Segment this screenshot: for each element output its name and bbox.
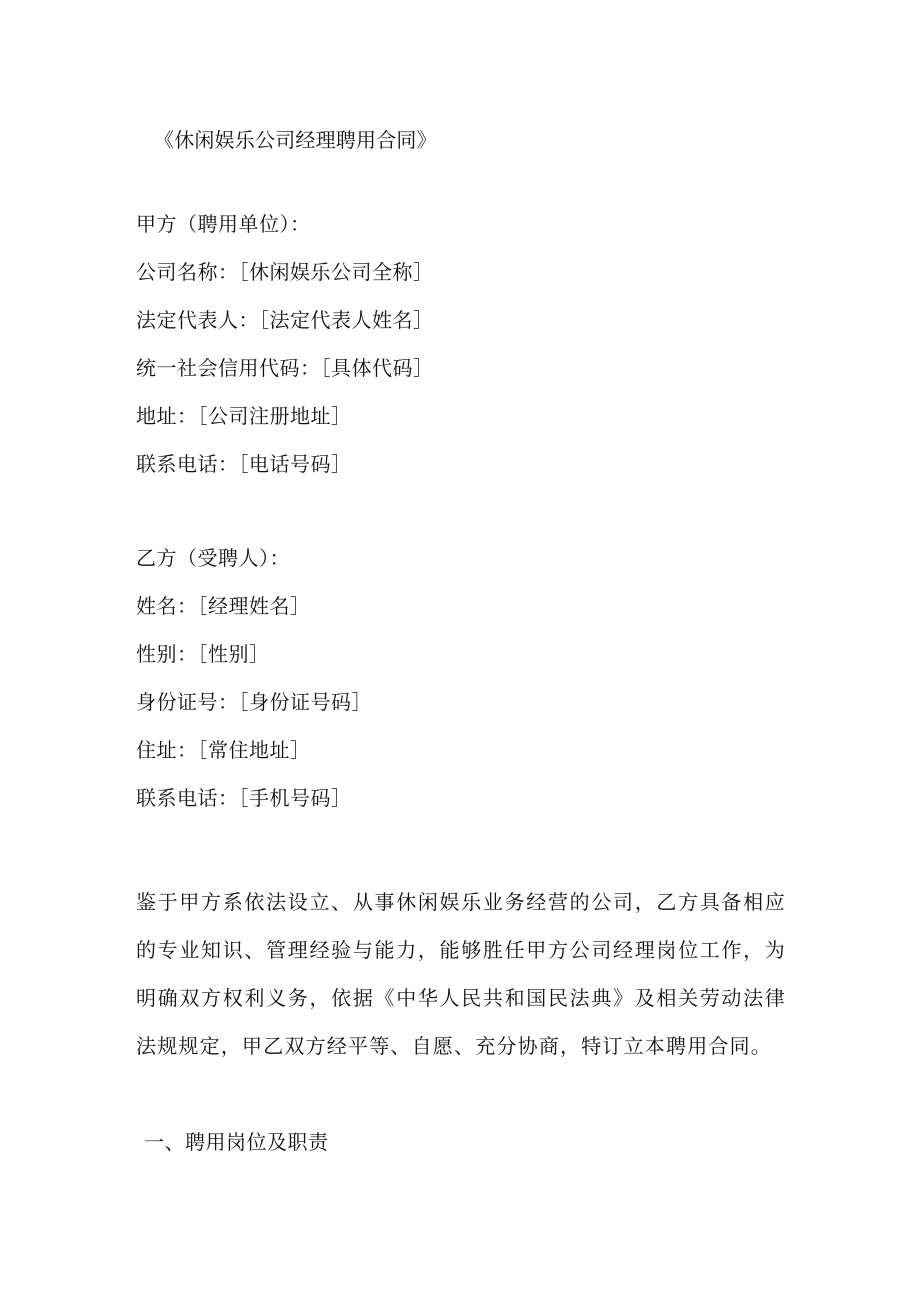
party-b-heading: 乙方（受聘人）： (136, 546, 290, 570)
preamble-paragraph: 鉴于甲方系依法设立、从事休闲娱乐业务经营的公司，乙方具备相应的专业知识、管理经验与能力，能够胜任甲方公司经理岗位工作，为明确双方权利义务，依据《中华人民共和国民法典》及相关劳动法律法规规定，甲乙双方经平等、自愿、充分协商，特订立本聘用合同。 (136, 890, 786, 1058)
party-a-address: 地址：［公司注册地址］ (136, 404, 352, 428)
party-a-phone: 联系电话：［电话号码］ (136, 452, 352, 476)
section-1-heading: 一、聘用岗位及职责 (144, 1130, 329, 1154)
party-b-phone: 联系电话：［手机号码］ (136, 786, 352, 810)
party-a-legal-rep: 法定代表人：［法定代表人姓名］ (136, 308, 434, 332)
party-b-id-number: 身份证号：［身份证号码］ (136, 690, 372, 714)
party-a-heading: 甲方（聘用单位）： (136, 212, 311, 236)
party-b-address: 住址：［常住地址］ (136, 738, 311, 762)
document-title: 《休闲娱乐公司经理聘用合同》 (154, 128, 437, 152)
party-b-name: 姓名：［经理姓名］ (136, 594, 311, 618)
party-b-gender: 性别：［性别］ (136, 642, 270, 666)
party-a-company-name: 公司名称：［休闲娱乐公司全称］ (136, 260, 434, 284)
party-a-credit-code: 统一社会信用代码：［具体代码］ (136, 356, 434, 380)
